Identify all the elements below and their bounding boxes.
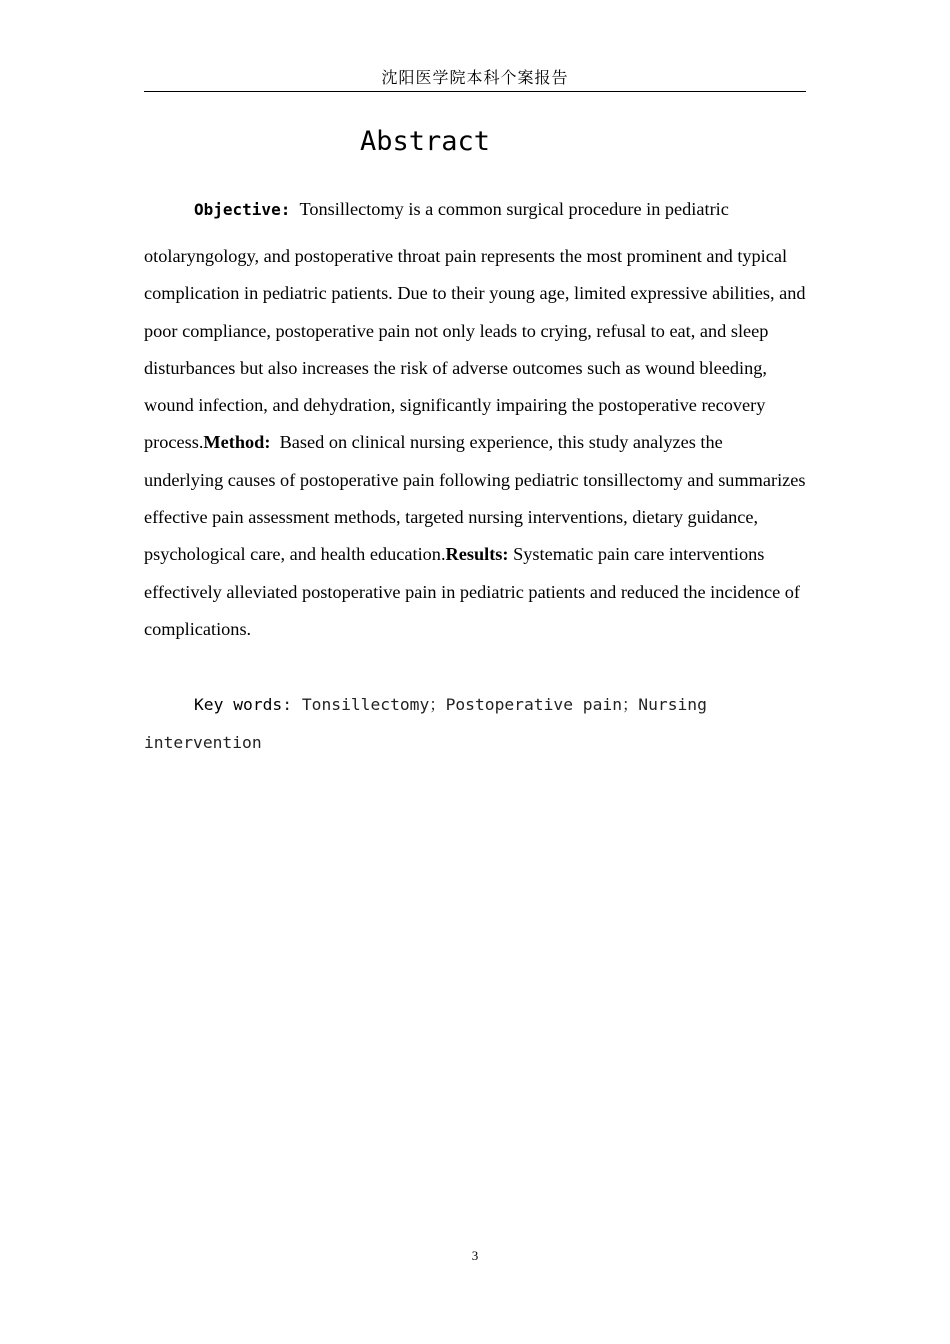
results-label: Results: <box>445 544 509 565</box>
objective-first-line: Tonsillectomy is a common surgical procedure in pediatric <box>299 199 729 219</box>
running-header: 沈阳医学院本科个案报告 <box>381 68 569 87</box>
objective-line <box>144 191 806 228</box>
keywords-separator: : <box>282 695 293 714</box>
abstract-body <box>144 191 806 648</box>
method-label: Method: <box>203 432 271 453</box>
page-number: 3 <box>471 1248 479 1263</box>
abstract-paragraph <box>144 238 806 648</box>
abstract-title: Abstract <box>359 126 491 157</box>
method-text: Based on clinical nursing experience, this study analyzes the underlying causes of postoperative pain following pediatric tonsillectomy and summarizes effective pain assessment methods, targeted nursing interventions, dietary guidance, psychological care, and health education. <box>144 432 806 565</box>
keywords-section <box>144 686 806 761</box>
results-text: Systematic pain care interventions effectively alleviated postoperative pain in pediatric patients and reduced the incidence of complications. <box>144 544 800 639</box>
keywords-text: Tonsillectomy；Postoperative pain；Nursing intervention <box>144 695 707 752</box>
keywords-label: Key words <box>194 695 283 714</box>
objective-text: otolaryngology, and postoperative throat pain represents the most prominent and typical complication in pediatric patients. Due to their young age, limited expressive abilities, and poor compliance, postoperative pain not only leads to crying, refusal to eat, and sleep disturbances but also increases the risk of adverse outcomes such as wound bleeding, wound infection, and dehydration, significantly impairing the postoperative recovery process. <box>144 246 806 453</box>
header-rule <box>144 91 806 92</box>
objective-label: Objective: <box>194 200 291 219</box>
